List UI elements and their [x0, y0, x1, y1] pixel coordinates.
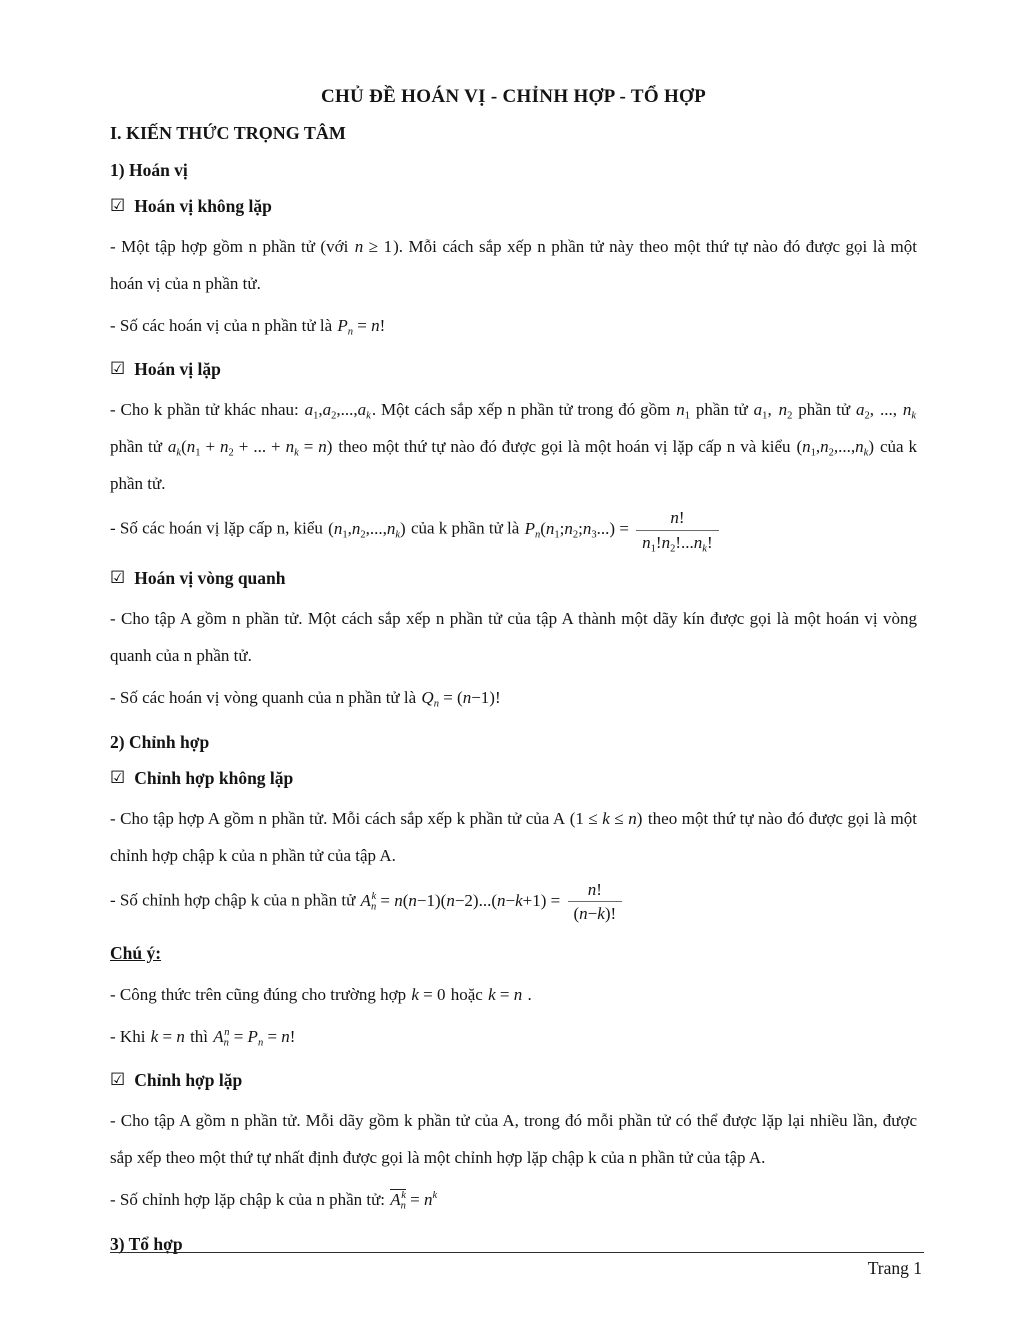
check-item-label: Hoán vị vòng quanh	[134, 567, 286, 588]
para-hoan-vi-lap-dinh-nghia: - Cho k phần tử khác nhau: $a_1,a_2,...,a_k$. Một cách sắp xếp n phần tử trong đó gồm $n_1$ phần tử $a_1$, $n_2$ phần tử $a_2$, ..., $n_k$ phần tử $a_k(n_1 + n_2$ + ... + $n_k = n$) theo một thứ tự nào đó được gọi là một hoán vị lặp cấp n và kiểu $(n_1,n_2,...,n_k)$ của k phần tử.	[110, 400, 918, 494]
check-item-label: Chỉnh hợp lặp	[134, 1069, 243, 1090]
para-so-hoan-vi-vong-quanh: - Số các hoán vị vòng quanh của n phần tử là $Q_n = (n-1)$!	[110, 687, 501, 710]
math-expression: $(n_1,n_2,...,n_k)$	[328, 518, 406, 541]
math-expression: n ≥ 1	[354, 237, 393, 256]
checked-checkbox-icon: ☑	[110, 196, 126, 216]
para-chinh-hop-lap-dinh-nghia: - Cho tập A gồm n phần tử. Mỗi dãy gồm k phần tử của A, trong đó mỗi phần tử có thể được lặp lại nhiều lần, được sắp xếp theo một thứ tự nhất định được gọi là một chỉnh hợp lặp chập k của n phần tử của tập A.	[110, 1110, 917, 1167]
math-expression: $a_1$,	[753, 400, 772, 422]
math-expression: k = 0	[411, 984, 446, 1004]
math-expression: $P_n = n$!	[337, 316, 386, 338]
math-expression: $Q_n = (n-1)$!	[421, 687, 501, 710]
check-item-hoan-vi-khong-lap	[110, 196, 917, 217]
para-so-hoan-vi-lap: - Số các hoán vị lặp cấp n, kiểu $(n_1,n_2,...,n_k)$ của k phần tử là $P_n(n_1;n_2;n_3...)$ = $\frac{n!}{n_1!n_2!...n_k!}$	[110, 507, 917, 553]
check-item-label: Hoán vị không lặp	[134, 196, 272, 216]
document-title: CHỦ ĐỀ HOÁN VỊ - CHỈNH HỢP - TỔ HỢP	[320, 86, 707, 107]
para-so-hoan-vi: - Số các hoán vị của n phần tử là $P_n = n$!	[110, 316, 386, 338]
para-so-chinh-hop: - Số chỉnh hợp chập k của n phần tử $A_n^k = n(n-1)(n-2)...(n-k+1)$ = $\frac{n!}{(n-k)!}$	[110, 879, 917, 925]
para-chu-y-2: - Khi k = n thì $A_n^n = P_n = n$!	[110, 1026, 296, 1049]
math-expression: $a_1,a_2,...,a_k$	[304, 400, 371, 422]
math-expression: $A_n^k = n(n-1)(n-2)...(n-k+1)$ = $\frac{n!}{(n-k)!}$	[360, 891, 627, 910]
document-content	[110, 86, 917, 1267]
para-chinh-hop-dinh-nghia: - Cho tập hợp A gồm n phần tử. Mỗi cách sắp xếp k phần tử của A (1 ≤ k ≤ n) theo một thứ tự nào đó được gọi là một chỉnh hợp chập k của n phần tử của tập A.	[110, 808, 917, 865]
math-expression: $n_2$	[778, 400, 793, 422]
check-item-label: Hoán vị lặp	[134, 359, 221, 380]
para-so-chinh-hop-lap: - Số chỉnh hợp lặp chập k của n phần tử: $A_n^k = n^k$	[110, 1189, 438, 1212]
heading-to-hop: 3) Tổ hợp	[110, 1233, 183, 1254]
checked-checkbox-icon: ☑	[110, 767, 126, 788]
checked-checkbox-icon: ☑	[110, 359, 126, 380]
check-item-chinh-hop-lap	[110, 1070, 917, 1091]
math-expression: $A_n^k = n^k$	[390, 1189, 438, 1212]
heading-chinh-hop: 2) Chỉnh hợp	[110, 731, 210, 752]
check-item-hoan-vi-vong-quanh	[110, 568, 917, 589]
para-chu-y-1: - Công thức trên cũng đúng cho trường hợp k = 0 hoặc k = n .	[110, 984, 532, 1004]
math-expression: $a_k(n_1 + n_2$ + ... + $n_k = n$)	[167, 437, 333, 459]
page-number: Trang 1	[867, 1258, 922, 1278]
checked-checkbox-icon: ☑	[110, 1069, 126, 1090]
math-expression: $P_n(n_1;n_2;n_3...)$ = $\frac{n!}{n_1!n_2!...n_k!}$	[524, 519, 723, 538]
footer-divider	[110, 1252, 924, 1253]
math-expression: $A_n^n = P_n = n$!	[213, 1026, 296, 1049]
math-expression: (1 ≤ k ≤ n)	[569, 808, 643, 828]
heading-hoan-vi: 1) Hoán vị	[110, 160, 188, 180]
para-hoan-vi-dinh-nghia: - Một tập hợp gồm n phần tử (với n ≥ 1). Mỗi cách sắp xếp n phần tử này theo một thứ tự nào đó được gọi là một hoán vị của n phần tử.	[110, 237, 917, 294]
checked-checkbox-icon: ☑	[110, 567, 126, 588]
check-item-label: Chỉnh hợp không lặp	[134, 767, 294, 788]
math-expression: $n_k$	[902, 400, 917, 422]
math-expression: $a_2$,	[856, 400, 875, 422]
check-item-chinh-hop-khong-lap	[110, 768, 917, 789]
check-item-hoan-vi-lap	[110, 359, 917, 380]
heading-kien-thuc-trong-tam: I. KIẾN THỨC TRỌNG TÂM	[110, 123, 346, 143]
math-expression: k = n	[150, 1026, 185, 1046]
para-hoan-vi-vong-quanh-dinh-nghia: - Cho tập A gồm n phần tử. Một cách sắp xếp n phần tử của tập A thành một dãy kín được gọi là một hoán vị vòng quanh của n phần tử.	[110, 608, 917, 665]
math-expression: $(n_1,n_2,...,n_k)$	[796, 437, 875, 459]
heading-chu-y: Chú ý:	[110, 942, 162, 963]
math-expression: $n_1$	[676, 400, 690, 422]
math-expression: k = n	[488, 984, 523, 1004]
